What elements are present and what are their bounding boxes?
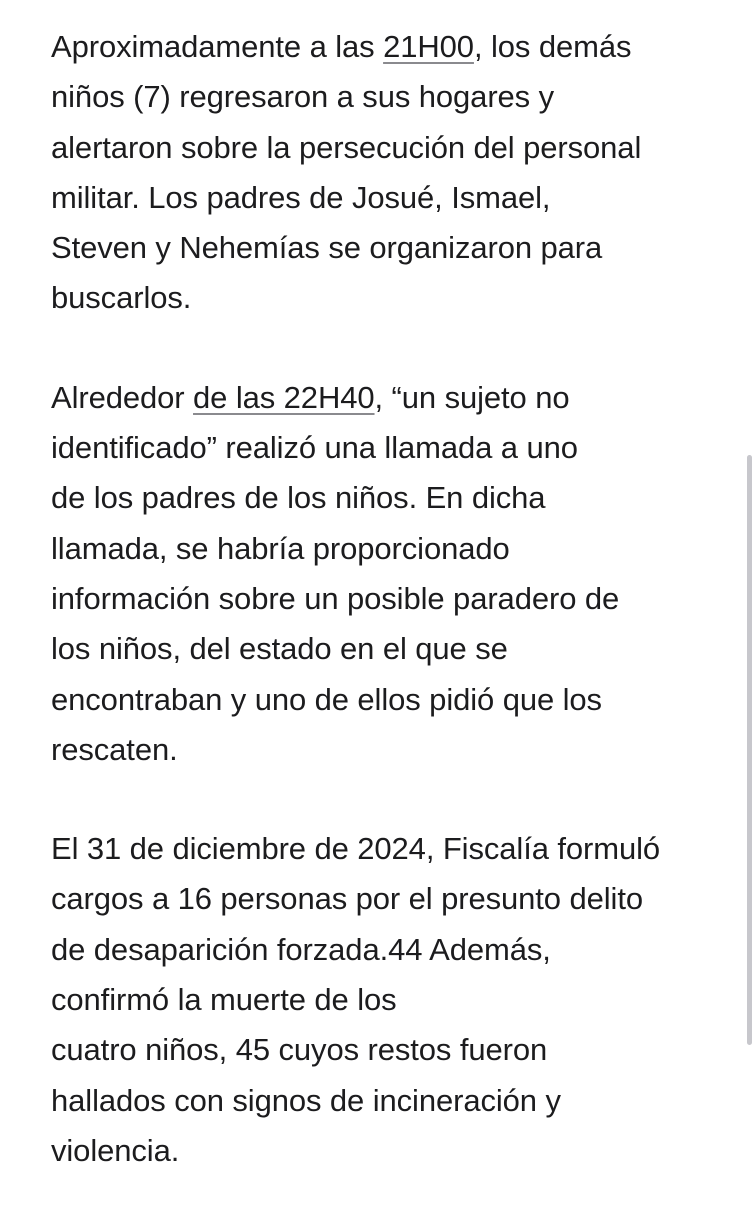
text-line: alertaron sobre la persecución del personal <box>51 129 642 165</box>
text-line: confirmó la muerte de los <box>51 982 397 1018</box>
text-line: información sobre un posible paradero de <box>51 580 620 616</box>
text-line: buscarlos. <box>51 280 192 316</box>
time-link-21h00[interactable]: 21H00 <box>383 29 474 64</box>
text-line: rescaten. <box>51 731 178 767</box>
text-line <box>51 373 741 423</box>
text-line: los niños, del estado en el que se <box>51 631 508 667</box>
text-line: encontraban y uno de ellos pidió que los <box>51 681 602 717</box>
paragraph-2 <box>51 373 741 775</box>
text-line: de desaparición forzada.44 Además, <box>51 931 551 967</box>
text-line: hallados con signos de incineración y <box>51 1082 561 1118</box>
text-line: El 31 de diciembre de 2024, Fiscalía formuló <box>51 831 661 867</box>
text-segment: Aproximadamente a las <box>51 29 384 64</box>
article-body <box>51 22 741 1225</box>
paragraph-3 <box>51 824 741 1176</box>
text-line: cuatro niños, 45 cuyos restos fueron <box>51 1032 548 1068</box>
text-segment: , los demás <box>473 29 632 64</box>
vertical-scrollbar[interactable] <box>747 455 752 1045</box>
text-line: identificado” realizó una llamada a uno <box>51 430 578 466</box>
text-line <box>51 22 741 72</box>
text-line: cargos a 16 personas por el presunto delito <box>51 881 643 917</box>
text-line: violencia. <box>51 1132 180 1168</box>
text-line: de los padres de los niños. En dicha <box>51 480 546 516</box>
text-line: militar. Los padres de Josué, Ismael, <box>51 179 551 215</box>
text-segment: , “un sujeto no <box>374 379 570 415</box>
text-line: niños (7) regresaron a sus hogares y <box>51 79 554 115</box>
time-link-22h40[interactable]: de las 22H40 <box>193 379 375 415</box>
text-segment: Alrededor <box>51 379 194 415</box>
text-line: llamada, se habría proporcionado <box>51 530 510 566</box>
paragraph-1 <box>51 22 741 324</box>
text-line: Steven y Nehemías se organizaron para <box>51 230 603 266</box>
